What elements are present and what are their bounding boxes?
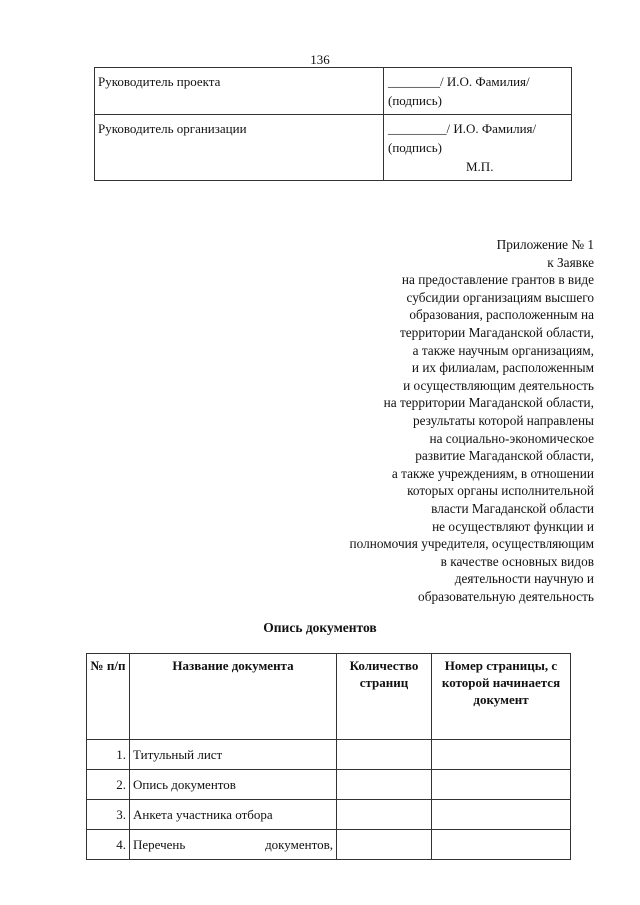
documents-table — [86, 653, 571, 860]
row-qty — [337, 770, 432, 800]
signature-cell — [384, 68, 572, 115]
signature-note: (подпись) — [388, 93, 442, 108]
appendix-line: на предоставление грантов в виде — [401, 272, 594, 288]
row-num: 1. — [87, 740, 130, 770]
row-qty — [337, 830, 432, 860]
appendix-line: к Заявке — [547, 254, 594, 270]
table-row — [87, 740, 571, 770]
appendix-line: Приложение № 1 — [496, 237, 594, 252]
appendix-line: власти Магаданской области — [431, 500, 594, 516]
row-name — [130, 830, 337, 860]
stamp-place: М.П. — [466, 159, 494, 174]
appendix-line: и их филиалам, расположенным — [411, 360, 594, 376]
appendix-line: и осуществляющим деятельность — [403, 377, 594, 393]
signature-line: _________/ И.О. Фамилия/ — [388, 121, 537, 136]
row-num: 2. — [87, 770, 130, 800]
signature-role: Руководитель проекта — [95, 68, 384, 115]
signature-table — [94, 67, 572, 181]
row-num: 4. — [87, 830, 130, 860]
appendix-line: образования, расположенным на — [409, 307, 594, 323]
table-row — [87, 800, 571, 830]
row-name-justified — [133, 836, 333, 853]
appendix-line: деятельности научную и — [454, 571, 594, 587]
appendix-line: а также научным организациям, — [412, 342, 594, 358]
row-name: Опись документов — [130, 770, 337, 800]
row-num: 3. — [87, 800, 130, 830]
appendix-line: не осуществляют функции и — [432, 518, 594, 534]
header-page: Номер страницы, с которой начинается документ — [432, 654, 571, 740]
appendix-line: результаты которой направлены — [412, 412, 594, 428]
appendix-line: образовательную деятельность — [418, 588, 594, 604]
header-name: Название документа — [130, 654, 337, 740]
appendix-line: в качестве основных видов — [440, 553, 594, 569]
appendix-line: на социально-экономическое — [429, 430, 594, 446]
signature-note: (подпись) — [388, 140, 442, 155]
appendix-line: субсидии организациям высшего — [406, 289, 594, 305]
appendix-line: территории Магаданской области, — [399, 324, 594, 340]
table-row — [87, 770, 571, 800]
signature-row — [95, 115, 572, 181]
page-number: 136 — [310, 52, 330, 67]
table-row — [87, 830, 571, 860]
row-page — [432, 830, 571, 860]
appendix-line: на территории Магаданской области, — [383, 395, 594, 411]
appendix-line: полномочия учредителя, осуществляющим — [349, 536, 594, 552]
section-title: Опись документов — [263, 620, 377, 635]
appendix-line: которых органы исполнительной — [407, 483, 594, 499]
row-qty — [337, 740, 432, 770]
row-page — [432, 740, 571, 770]
signature-line: ________/ И.О. Фамилия/ — [388, 74, 530, 89]
row-name: Анкета участника отбора — [130, 800, 337, 830]
row-name-first: Перечень — [133, 837, 186, 852]
appendix-line: а также учреждениям, в отношении — [391, 465, 594, 481]
row-name: Титульный лист — [130, 740, 337, 770]
signature-role: Руководитель организации — [95, 115, 384, 181]
row-page — [432, 770, 571, 800]
row-qty — [337, 800, 432, 830]
row-name-last: документов, — [265, 837, 333, 852]
appendix-line: развитие Магаданской области, — [415, 448, 594, 464]
header-num: № п/п — [87, 654, 130, 740]
signature-cell — [384, 115, 572, 181]
header-qty: Количество страниц — [337, 654, 432, 740]
table-header-row — [87, 654, 571, 740]
appendix-header — [350, 236, 595, 605]
row-page — [432, 800, 571, 830]
signature-row — [95, 68, 572, 115]
